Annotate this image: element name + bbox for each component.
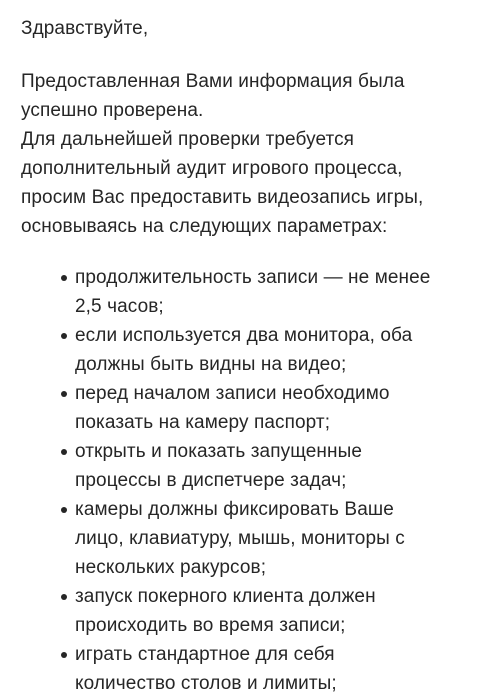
list-item [21, 263, 464, 321]
bullet-icon [61, 449, 67, 455]
bullet-icon [61, 594, 67, 600]
verification-paragraph: Предоставленная Вами информация была успешно проверена. [21, 71, 405, 121]
list-item [21, 495, 464, 582]
requirement-text: если используется два монитора, оба должны быть видны на видео; [75, 325, 413, 375]
list-item [21, 321, 464, 379]
requirement-text: перед началом записи необходимо показать на камеру паспорт; [75, 383, 390, 433]
requirement-text: играть стандартное для себя количество столов и лимиты; [75, 644, 337, 694]
requirement-text: открыть и показать запущенные процессы в диспетчере задач; [75, 441, 362, 491]
audit-request-paragraph: Для дальнейшей проверки требуется дополнительный аудит игрового процесса, просим Вас предоставить видеозапись игры, основываясь на следующих параметрах: [21, 129, 424, 237]
bullet-icon [61, 652, 67, 658]
requirement-text: запуск покерного клиента должен происходить во время записи; [75, 586, 376, 636]
list-item [21, 640, 464, 698]
bullet-icon [61, 275, 67, 281]
list-item [21, 582, 464, 640]
bullet-icon [61, 507, 67, 513]
bullet-icon [61, 391, 67, 397]
list-item [21, 437, 464, 495]
greeting-text: Здравствуйте, [21, 18, 149, 39]
requirement-text: камеры должны фиксировать Ваше лицо, клавиатуру, мышь, мониторы с нескольких ракурсов; [75, 499, 405, 578]
bullet-icon [61, 333, 67, 339]
requirement-text: продолжительность записи — не менее 2,5 часов; [75, 267, 431, 317]
list-item [21, 379, 464, 437]
requirements-list [21, 263, 464, 698]
